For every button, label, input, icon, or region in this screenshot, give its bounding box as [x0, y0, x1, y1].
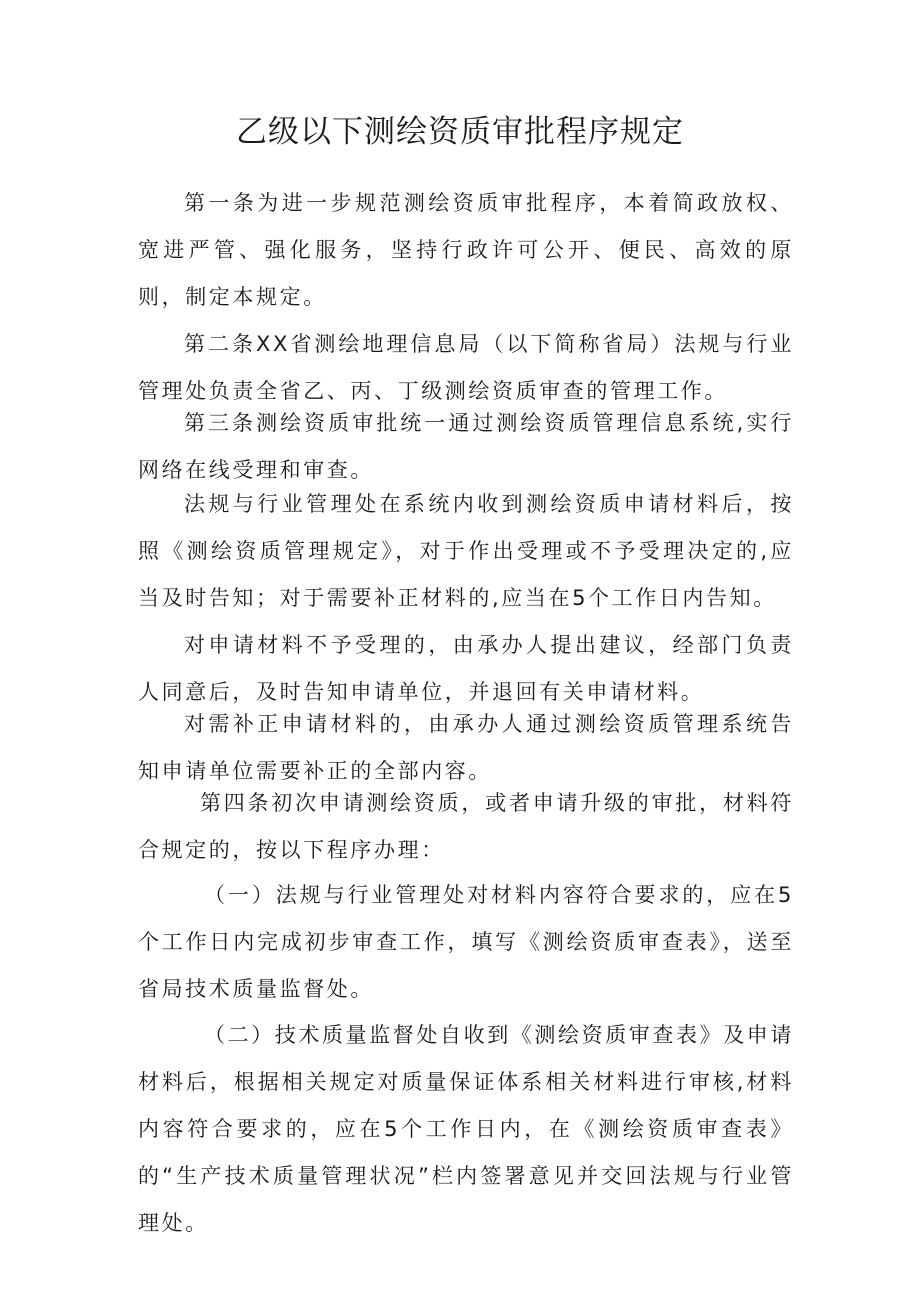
paragraph-item-1: （一）法规与行业管理处对材料内容符合要求的，应在5个工作日内完成初步审查工作，填写《测绘资质审查表》，送至省局技术质量监督处。 [138, 883, 794, 1001]
paragraph-supplement: 对需补正申请材料的，由承办人通过测绘资质管理系统告知申请单位需要补正的全部内容。 [138, 712, 794, 783]
paragraph-article-4: 第四条初次申请测绘资质，或者申请升级的审批，材料符合规定的，按以下程序办理： [138, 791, 794, 862]
paragraph-acceptance: 法规与行业管理处在系统内收到测绘资质申请材料后，按照《测绘资质管理规定》，对于作出受理或不予受理决定的,应当及时告知；对于需要补正材料的,应当在5个工作日内告知。 [138, 492, 794, 610]
paragraph-rejection: 对申请材料不予受理的，由承办人提出建议，经部门负责人同意后，及时告知申请单位，并退回有关申请材料。 [138, 633, 794, 704]
paragraph-article-2: 第二条XX省测绘地理信息局（以下简称省局）法规与行业管理处负责全省乙、丙、丁级测绘资质审查的管理工作。 [138, 332, 794, 403]
paragraph-article-3: 第三条测绘资质审批统一通过测绘资质管理信息系统,实行网络在线受理和审查。 [138, 411, 794, 482]
paragraph-article-1: 第一条为进一步规范测绘资质审批程序，本着简政放权、宽进严管、强化服务，坚持行政许可公开、便民、高效的原则，制定本规定。 [138, 191, 794, 309]
document-title: 乙级以下测绘资质审批程序规定 [236, 114, 684, 150]
paragraph-item-2: （二）技术质量监督处自收到《测绘资质审查表》及申请材料后，根据相关规定对质量保证体系相关材料进行审核,材料内容符合要求的，应在5个工作日内，在《测绘资质审查表》的“生产技术质量管理状况”栏内签署意见并交回法规与行业管理处。 [138, 1023, 794, 1235]
